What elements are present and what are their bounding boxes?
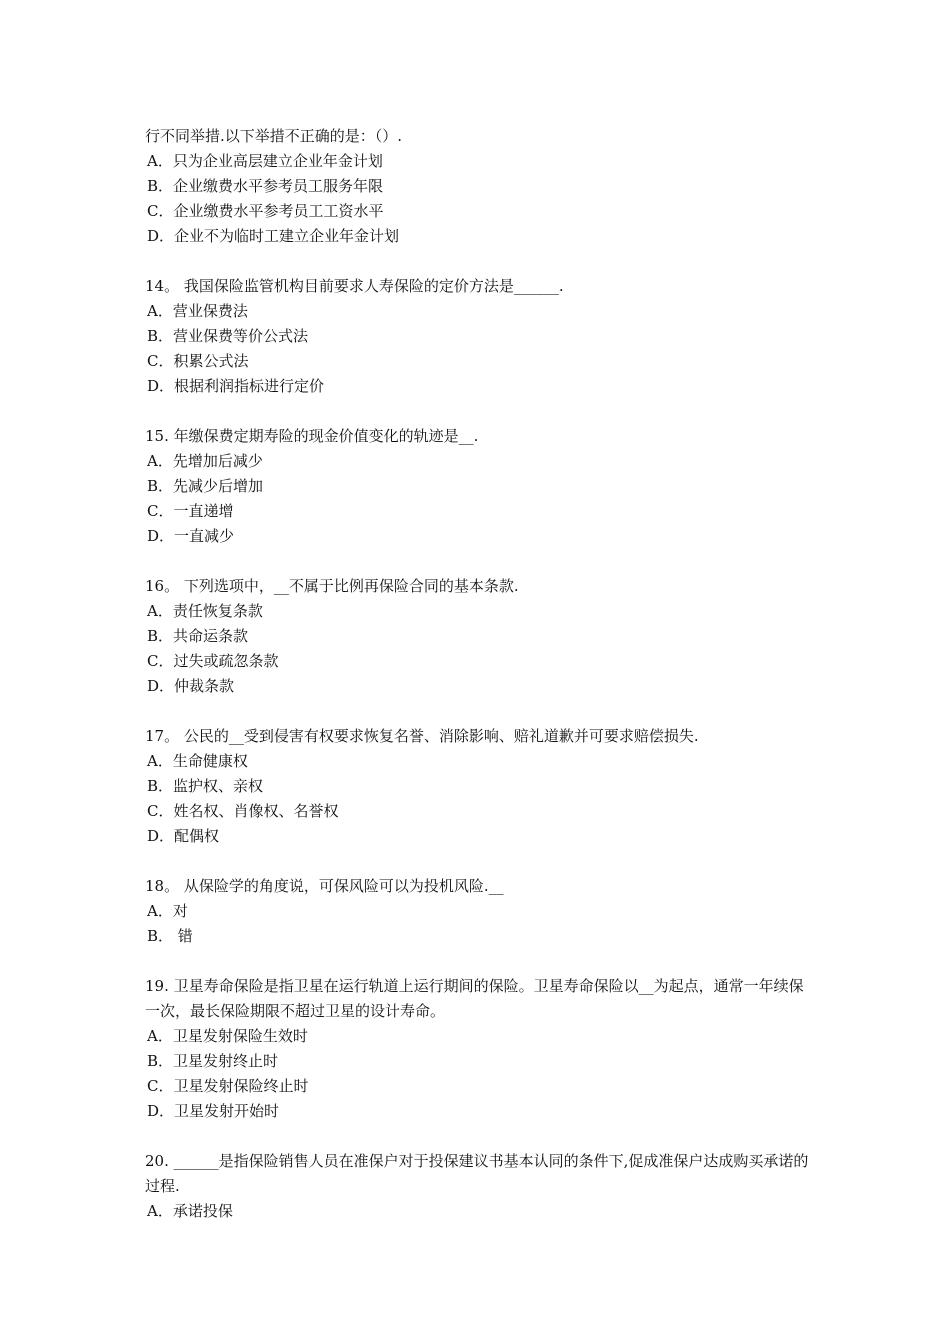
question-13-fragment	[145, 124, 810, 249]
question-15	[145, 424, 810, 549]
option-d: D．配偶权	[147, 827, 220, 845]
question-text: 行不同举措.以下举措不正确的是：（）.	[145, 127, 403, 145]
option-b: B．共命运条款	[147, 627, 249, 645]
option-c: C．卫星发射保险终止时	[147, 1077, 309, 1095]
option-a: A．只为企业高层建立企业年金计划	[147, 152, 383, 170]
option-d: D．企业不为临时工建立企业年金计划	[147, 227, 400, 245]
option-d: D．卫星发射开始时	[147, 1102, 280, 1120]
option-b: B．卫星发射终止时	[147, 1052, 279, 1070]
question-text: 19. 卫星寿命保险是指卫星在运行轨道上运行期间的保险。卫星寿命保险以__为起点，通常一年续保一次，最长保险期限不超过卫星的设计寿命。	[145, 977, 804, 1020]
option-d: D．一直减少	[147, 527, 235, 545]
option-b: B．监护权、亲权	[147, 777, 264, 795]
option-a: A．先增加后减少	[147, 452, 263, 470]
question-18	[145, 874, 810, 949]
question-text: 20. ______是指保险销售人员在准保户对于投保建议书基本认同的条件下,促成准保户达成购买承诺的过程.	[145, 1152, 809, 1195]
option-b: B．营业保费等价公式法	[147, 327, 309, 345]
option-d: D．仲裁条款	[147, 677, 235, 695]
option-b: B．先减少后增加	[147, 477, 264, 495]
option-c: C．积累公式法	[147, 352, 249, 370]
question-17	[145, 724, 810, 849]
option-c: C．过失或疏忽条款	[147, 652, 279, 670]
option-d: D．根据利润指标进行定价	[147, 377, 325, 395]
question-14	[145, 274, 810, 399]
option-c: C．一直递增	[147, 502, 234, 520]
question-text: 15. 年缴保费定期寿险的现金价值变化的轨迹是__.	[145, 427, 479, 445]
option-b: B． 错	[147, 927, 193, 945]
option-c: C．姓名权、肖像权、名誉权	[147, 802, 339, 820]
option-a: A．对	[147, 902, 188, 920]
question-text: 16。 下列选项中，__不属于比例再保险合同的基本条款.	[145, 577, 519, 595]
option-a: A．生命健康权	[147, 752, 248, 770]
option-a: A．承诺投保	[147, 1202, 233, 1220]
question-text: 14。 我国保险监管机构目前要求人寿保险的定价方法是______.	[145, 277, 564, 295]
question-20	[145, 1149, 810, 1224]
option-b: B．企业缴费水平参考员工服务年限	[147, 177, 384, 195]
question-text: 18。 从保险学的角度说，可保风险可以为投机风险.__	[145, 877, 504, 895]
option-a: A．营业保费法	[147, 302, 248, 320]
question-16	[145, 574, 810, 699]
question-19	[145, 974, 810, 1124]
question-text: 17。 公民的__受到侵害有权要求恢复名誉、消除影响、赔礼道歉并可要求赔偿损失.	[145, 727, 699, 745]
option-a: A．责任恢复条款	[147, 602, 263, 620]
option-c: C．企业缴费水平参考员工工资水平	[147, 202, 384, 220]
document-page	[145, 124, 810, 1249]
option-a: A．卫星发射保险生效时	[147, 1027, 308, 1045]
